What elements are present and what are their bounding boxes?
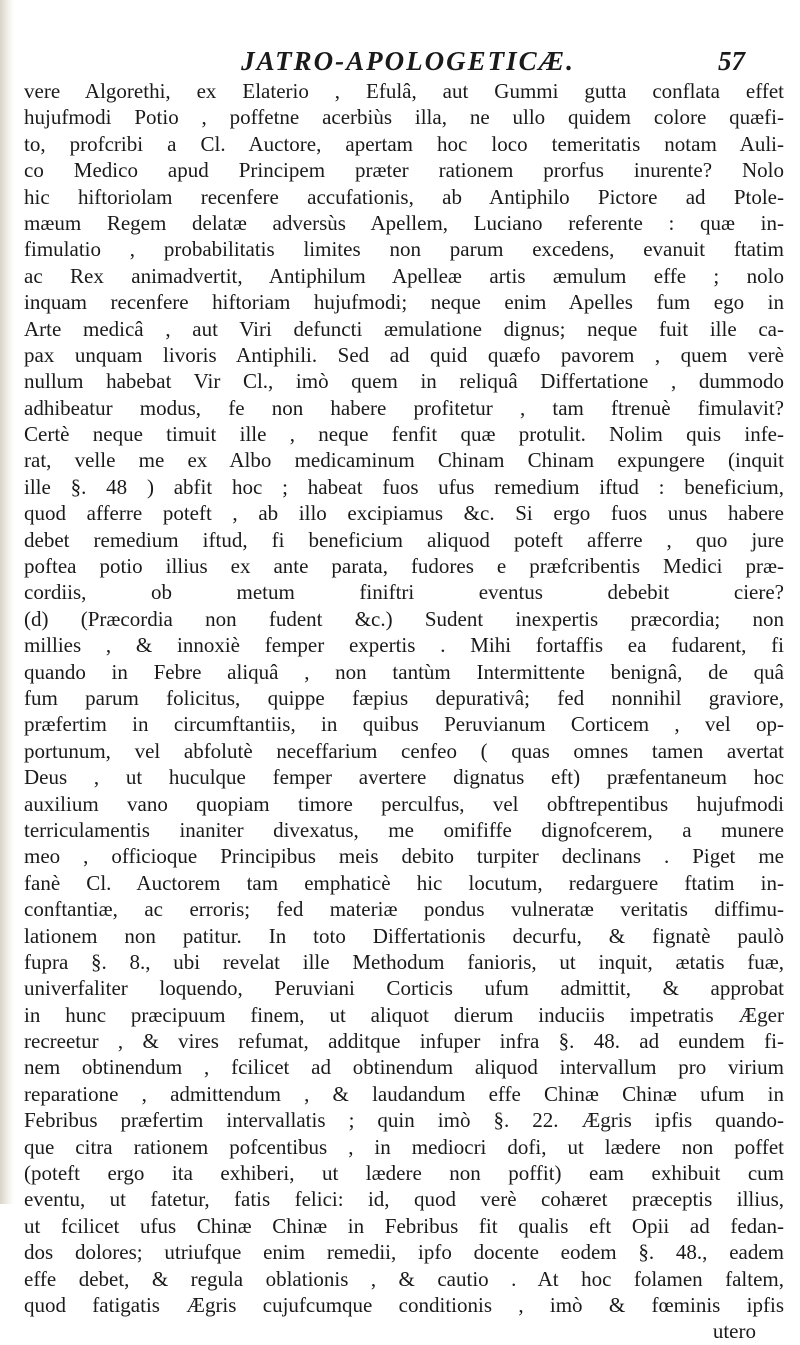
text-line: auxilium vano quopiam timore perculfus, vel obftrepentibus hujufmodi xyxy=(24,791,784,816)
text-line: ac Rex animadvertit, Antiphilum Apelleæ artis æmulum effe ; nolo xyxy=(24,263,784,288)
text-line: fupra §. 8., ubi revelat ille Methodum fanioris, ut inquit, ætatis fuæ, xyxy=(24,949,784,974)
text-line: univerfaliter loquendo, Peruviani Corticis ufum admittit, & approbat xyxy=(24,976,784,1001)
text-line: meo , officioque Principibus meis debito turpiter declinans . Piget me xyxy=(24,844,784,869)
text-line: que citra rationem pofcentibus , in mediocri dofi, ut lædere non poffet xyxy=(24,1134,784,1159)
text-line: reparatione , admittendum , & laudandum effe Chinæ Chinæ ufum in xyxy=(24,1081,784,1106)
text-line: debet remedium iftud, fi beneficium aliquod poteft afferre , quo jure xyxy=(24,527,784,552)
text-line: (d) (Præcordia non fudent &c.) Sudent inexpertis præcordia; non xyxy=(24,606,784,631)
text-line: vere Algorethi, ex Elaterio , Efulâ, aut Gummi gutta conflata effet xyxy=(24,79,784,103)
text-line: præfertim in circumftantiis, in quibus Peruvianum Corticem , vel op- xyxy=(24,712,784,737)
text-line: Deus , ut huculque femper avertere dignatus eft) præfentaneum hoc xyxy=(24,765,784,790)
text-line: in hunc præcipuum finem, ut aliquot dierum induciis impetratis Æger xyxy=(24,1002,784,1027)
text-line: fum parum folicitus, quippe fæpius depurativâ; fed nonnihil graviore, xyxy=(24,685,784,710)
text-line: lationem non patitur. In toto Differtationis decurfu, & fignatè paulò xyxy=(24,923,784,948)
text-line: Certè neque timuit ille , neque fenfit quæ protulit. Nolim quis infe- xyxy=(24,422,784,447)
text-line: cordiis, ob metum finiftri eventus debebit ciere? xyxy=(24,580,784,605)
text-line: to, profcribi a Cl. Auctore, apertam hoc loco temeritatis notam Auli- xyxy=(24,131,784,156)
text-line: rat, velle me ex Albo medicaminum Chinam Chinam expungere (inquit xyxy=(24,448,784,473)
text-line: recreetur , & vires refumat, additque infuper infra §. 48. ad eundem fi- xyxy=(24,1029,784,1054)
text-line: nullum habebat Vir Cl., imò quem in reliquâ Differtatione , dummodo xyxy=(24,369,784,394)
text-line: hujufmodi Potio , poffetne acerbiùs illa, ne ullo quidem colore quæfi- xyxy=(24,105,784,130)
text-line: nem obtinendum , fcilicet ad obtinendum aliquod intervallum pro virium xyxy=(24,1055,784,1080)
text-line: effe debet, & regula oblationis , & cautio . At hoc folamen faltem, xyxy=(24,1266,784,1291)
page-edge-shadow xyxy=(0,0,14,1204)
text-line: portunum, vel abfolutè neceffarium cenfeo ( quas omnes tamen avertat xyxy=(24,738,784,763)
page-number: 57 xyxy=(718,46,745,76)
text-line: Arte medicâ , aut Viri defuncti æmulatione dignus; neque fuit ille ca- xyxy=(24,316,784,341)
text-line: millies , & innoxiè femper expertis . Mihi fortaffis ea fudarent, fi xyxy=(24,633,784,658)
text-line: dos dolores; utriufque enim remedii, ipfo docente eodem §. 48., eadem xyxy=(24,1240,784,1265)
text-line: conftantiæ, ac erroris; fed materiæ pondus vulneratæ veritatis diffimu- xyxy=(24,897,784,922)
text-line: poftea potio illius ex ante parata, fudores e præfcribentis Medici præ- xyxy=(24,554,784,579)
text-line: ut fcilicet ufus Chinæ Chinæ in Febribus fit qualis eft Opii ad fedan- xyxy=(24,1213,784,1238)
running-title: JATRO-APOLOGETICÆ. xyxy=(241,46,575,76)
body-text xyxy=(24,78,784,1345)
text-line: pax unquam livoris Antiphili. Sed ad quid quæfo pavorem , quem verè xyxy=(24,342,784,367)
text-line: eventu, ut fatetur, fatis felici: id, quod verè cohæret præceptis illius, xyxy=(24,1187,784,1212)
text-line: inquam recenfere hiftoriam hujufmodi; neque enim Apelles fum ego in xyxy=(24,290,784,315)
text-line: hic hiftoriolam recenfere accufationis, ab Antiphilo Pictore ad Ptole- xyxy=(24,184,784,209)
text-line: terriculamentis inaniter divexatus, me omififfe dignofcerem, a munere xyxy=(24,817,784,842)
text-line: fimulatio , probabilitatis limites non parum excedens, evanuit ftatim xyxy=(24,237,784,262)
text-line: (poteft ergo ita exhiberi, ut lædere non poffit) eam exhibuit cum xyxy=(24,1161,784,1186)
text-line: quod afferre poteft , ab illo excipiamus &c. Si ergo fuos unus habere xyxy=(24,501,784,526)
text-line: Febribus præfertim intervallatis ; quin imò §. 22. Ægris ipfis quando- xyxy=(24,1108,784,1133)
catchword: utero xyxy=(712,1319,756,1344)
text-line: quod fatigatis Ægris cujufcumque conditionis , imò & fœminis ipfis xyxy=(24,1292,784,1317)
text-line: quando in Febre aliquâ , non tantùm Intermittente benignâ, de quâ xyxy=(24,659,784,684)
text-line: adhibeatur modus, fe non habere profitetur , tam ftrenuè fimulavit? xyxy=(24,395,784,420)
text-line: fanè Cl. Auctorem tam emphaticè hic locutum, redarguere ftatim in- xyxy=(24,870,784,895)
text-line: mæum Regem delatæ adversùs Apellem, Luciano referente : quæ in- xyxy=(24,210,784,235)
text-line: ille §. 48 ) abfit hoc ; habeat fuos ufus remedium iftud : beneficium, xyxy=(24,474,784,499)
text-line: co Medico apud Principem præter rationem prorfus inurente? Nolo xyxy=(24,158,784,183)
